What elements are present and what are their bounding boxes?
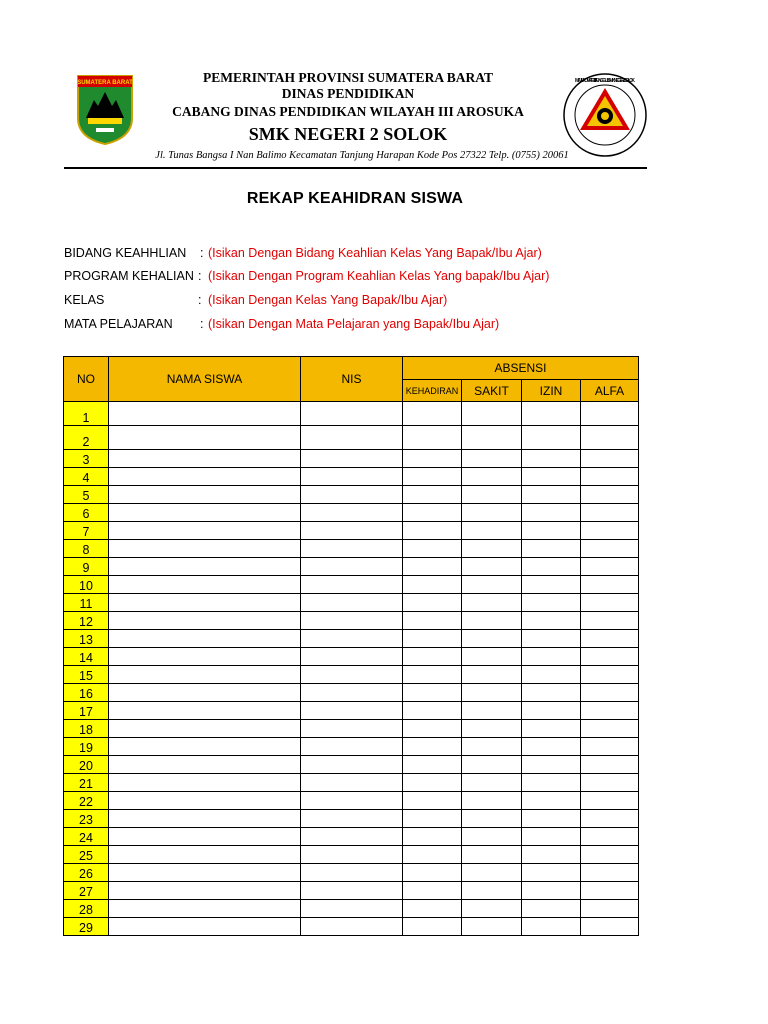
kehadiran-cell[interactable] xyxy=(403,450,462,468)
izin-cell[interactable] xyxy=(522,426,581,450)
izin-cell[interactable] xyxy=(522,918,581,936)
student-name-cell[interactable] xyxy=(109,630,301,648)
kehadiran-cell[interactable] xyxy=(403,828,462,846)
izin-cell[interactable] xyxy=(522,504,581,522)
student-name-cell[interactable] xyxy=(109,558,301,576)
sakit-cell[interactable] xyxy=(462,648,522,666)
alfa-cell[interactable] xyxy=(581,522,639,540)
alfa-cell[interactable] xyxy=(581,720,639,738)
alfa-cell[interactable] xyxy=(581,918,639,936)
alfa-cell[interactable] xyxy=(581,738,639,756)
alfa-cell[interactable] xyxy=(581,486,639,504)
attendance-table xyxy=(63,356,639,936)
field-value[interactable]: (Isikan Dengan Kelas Yang Bapak/Ibu Ajar) xyxy=(208,293,448,307)
table-row xyxy=(64,774,639,792)
sakit-cell[interactable] xyxy=(462,630,522,648)
provincial-crest-icon xyxy=(76,74,134,146)
row-number: 11 xyxy=(64,594,109,612)
izin-cell[interactable] xyxy=(522,522,581,540)
sakit-cell[interactable] xyxy=(462,684,522,702)
table-row xyxy=(64,504,639,522)
kehadiran-cell[interactable] xyxy=(403,540,462,558)
kehadiran-cell[interactable] xyxy=(403,882,462,900)
nis-cell[interactable] xyxy=(301,402,403,426)
nis-cell[interactable] xyxy=(301,594,403,612)
header-nis: NIS xyxy=(301,357,403,402)
izin-cell[interactable] xyxy=(522,738,581,756)
student-name-cell[interactable] xyxy=(109,864,301,882)
row-number: 1 xyxy=(64,402,109,426)
nis-cell[interactable] xyxy=(301,648,403,666)
kehadiran-cell[interactable] xyxy=(403,846,462,864)
sakit-cell[interactable] xyxy=(462,864,522,882)
student-name-cell[interactable] xyxy=(109,738,301,756)
field-label: PROGRAM KEHALIAN xyxy=(64,269,194,283)
department-name: DINAS PENDIDIKAN xyxy=(281,86,415,101)
kehadiran-cell[interactable] xyxy=(403,720,462,738)
sakit-cell[interactable] xyxy=(462,450,522,468)
row-number: 24 xyxy=(64,828,109,846)
student-name-cell[interactable] xyxy=(109,540,301,558)
student-name-cell[interactable] xyxy=(109,402,301,426)
kehadiran-cell[interactable] xyxy=(403,522,462,540)
row-number: 8 xyxy=(64,540,109,558)
alfa-cell[interactable] xyxy=(581,402,639,426)
alfa-cell[interactable] xyxy=(581,558,639,576)
alfa-cell[interactable] xyxy=(581,900,639,918)
row-number: 19 xyxy=(64,738,109,756)
kehadiran-cell[interactable] xyxy=(403,756,462,774)
field-colon: : xyxy=(200,317,204,331)
nis-cell[interactable] xyxy=(301,468,403,486)
nis-cell[interactable] xyxy=(301,900,403,918)
izin-cell[interactable] xyxy=(522,648,581,666)
row-number: 15 xyxy=(64,666,109,684)
sakit-cell[interactable] xyxy=(462,594,522,612)
alfa-cell[interactable] xyxy=(581,612,639,630)
kehadiran-cell[interactable] xyxy=(403,702,462,720)
nis-cell[interactable] xyxy=(301,612,403,630)
izin-cell[interactable] xyxy=(522,864,581,882)
sakit-cell[interactable] xyxy=(462,468,522,486)
kehadiran-cell[interactable] xyxy=(403,486,462,504)
table-row xyxy=(64,468,639,486)
alfa-cell[interactable] xyxy=(581,540,639,558)
table-row xyxy=(64,846,639,864)
branch-office-name: CABANG DINAS PENDIDIKAN WILAYAH III AROSUKA xyxy=(172,104,524,119)
student-name-cell[interactable] xyxy=(109,522,301,540)
table-row xyxy=(64,828,639,846)
alfa-cell[interactable] xyxy=(581,666,639,684)
izin-cell[interactable] xyxy=(522,810,581,828)
row-number: 12 xyxy=(64,612,109,630)
student-name-cell[interactable] xyxy=(109,756,301,774)
kehadiran-cell[interactable] xyxy=(403,558,462,576)
row-number: 2 xyxy=(64,426,109,450)
table-row xyxy=(64,648,639,666)
nis-cell[interactable] xyxy=(301,558,403,576)
row-number: 29 xyxy=(64,918,109,936)
student-name-cell[interactable] xyxy=(109,828,301,846)
kehadiran-cell[interactable] xyxy=(403,774,462,792)
nis-cell[interactable] xyxy=(301,486,403,504)
table-row xyxy=(64,402,639,426)
izin-cell[interactable] xyxy=(522,402,581,426)
nis-cell[interactable] xyxy=(301,576,403,594)
field-label: BIDANG KEAHHLIAN xyxy=(64,246,187,260)
alfa-cell[interactable] xyxy=(581,648,639,666)
nis-cell[interactable] xyxy=(301,792,403,810)
field-colon: : xyxy=(198,269,202,283)
alfa-cell[interactable] xyxy=(581,504,639,522)
student-name-cell[interactable] xyxy=(109,846,301,864)
izin-cell[interactable] xyxy=(522,720,581,738)
header-alfa: ALFA xyxy=(581,380,639,402)
izin-cell[interactable] xyxy=(522,630,581,648)
izin-cell[interactable] xyxy=(522,828,581,846)
row-number: 28 xyxy=(64,900,109,918)
row-number: 13 xyxy=(64,630,109,648)
sakit-cell[interactable] xyxy=(462,720,522,738)
row-number: 4 xyxy=(64,468,109,486)
svg-text:MAJU · KOMPETITIF · UNGGUL · S: MAJU · KOMPETITIF · UNGGUL · SMK NEGERI 2 SOLOK xyxy=(575,78,635,84)
table-row xyxy=(64,756,639,774)
nis-cell[interactable] xyxy=(301,504,403,522)
kehadiran-cell[interactable] xyxy=(403,504,462,522)
student-name-cell[interactable] xyxy=(109,702,301,720)
nis-cell[interactable] xyxy=(301,540,403,558)
row-number: 16 xyxy=(64,684,109,702)
student-name-cell[interactable] xyxy=(109,882,301,900)
alfa-cell[interactable] xyxy=(581,774,639,792)
field-value[interactable]: (Isikan Dengan Program Keahlian Kelas Yang bapak/Ibu Ajar) xyxy=(208,269,550,283)
table-row xyxy=(64,810,639,828)
row-number: 22 xyxy=(64,792,109,810)
letterhead-divider xyxy=(64,167,647,169)
table-row xyxy=(64,720,639,738)
student-name-cell[interactable] xyxy=(109,666,301,684)
student-name-cell[interactable] xyxy=(109,450,301,468)
row-number: 9 xyxy=(64,558,109,576)
sakit-cell[interactable] xyxy=(462,402,522,426)
table-row xyxy=(64,426,639,450)
izin-cell[interactable] xyxy=(522,792,581,810)
kehadiran-cell[interactable] xyxy=(403,402,462,426)
alfa-cell[interactable] xyxy=(581,792,639,810)
header-kehadiran: KEHADIRAN xyxy=(403,380,462,402)
kehadiran-cell[interactable] xyxy=(403,810,462,828)
kehadiran-cell[interactable] xyxy=(403,684,462,702)
izin-cell[interactable] xyxy=(522,558,581,576)
kehadiran-cell[interactable] xyxy=(403,864,462,882)
header-izin: IZIN xyxy=(522,380,581,402)
sakit-cell[interactable] xyxy=(462,774,522,792)
student-name-cell[interactable] xyxy=(109,684,301,702)
sakit-cell[interactable] xyxy=(462,846,522,864)
row-number: 20 xyxy=(64,756,109,774)
student-name-cell[interactable] xyxy=(109,720,301,738)
nis-cell[interactable] xyxy=(301,738,403,756)
alfa-cell[interactable] xyxy=(581,426,639,450)
sakit-cell[interactable] xyxy=(462,900,522,918)
header-absensi: ABSENSI xyxy=(403,357,639,380)
school-emblem-icon xyxy=(562,72,648,158)
field-label: KELAS xyxy=(64,293,105,307)
sakit-cell[interactable] xyxy=(462,540,522,558)
izin-cell[interactable] xyxy=(522,900,581,918)
kehadiran-cell[interactable] xyxy=(403,594,462,612)
sakit-cell[interactable] xyxy=(462,486,522,504)
kehadiran-cell[interactable] xyxy=(403,630,462,648)
alfa-cell[interactable] xyxy=(581,450,639,468)
izin-cell[interactable] xyxy=(522,774,581,792)
table-row xyxy=(64,540,639,558)
table-row xyxy=(64,900,639,918)
alfa-cell[interactable] xyxy=(581,846,639,864)
table-row xyxy=(64,666,639,684)
sakit-cell[interactable] xyxy=(462,882,522,900)
sakit-cell[interactable] xyxy=(462,702,522,720)
row-number: 10 xyxy=(64,576,109,594)
nis-cell[interactable] xyxy=(301,810,403,828)
student-name-cell[interactable] xyxy=(109,504,301,522)
student-name-cell[interactable] xyxy=(109,576,301,594)
sakit-cell[interactable] xyxy=(462,612,522,630)
row-number: 3 xyxy=(64,450,109,468)
sakit-cell[interactable] xyxy=(462,558,522,576)
nis-cell[interactable] xyxy=(301,666,403,684)
field-label: MATA PELAJARAN xyxy=(64,317,173,331)
table-row xyxy=(64,630,639,648)
nis-cell[interactable] xyxy=(301,774,403,792)
student-name-cell[interactable] xyxy=(109,612,301,630)
field-value[interactable]: (Isikan Dengan Mata Pelajaran yang Bapak/Ibu Ajar) xyxy=(208,317,500,331)
nis-cell[interactable] xyxy=(301,720,403,738)
nis-cell[interactable] xyxy=(301,450,403,468)
sakit-cell[interactable] xyxy=(462,576,522,594)
kehadiran-cell[interactable] xyxy=(403,612,462,630)
table-row xyxy=(64,864,639,882)
kehadiran-cell[interactable] xyxy=(403,666,462,684)
kehadiran-cell[interactable] xyxy=(403,792,462,810)
field-value[interactable]: (Isikan Dengan Bidang Keahlian Kelas Yang Bapak/Ibu Ajar) xyxy=(208,246,542,260)
kehadiran-cell[interactable] xyxy=(403,426,462,450)
table-row xyxy=(64,522,639,540)
table-row xyxy=(64,792,639,810)
kehadiran-cell[interactable] xyxy=(403,648,462,666)
izin-cell[interactable] xyxy=(522,882,581,900)
alfa-cell[interactable] xyxy=(581,576,639,594)
student-name-cell[interactable] xyxy=(109,486,301,504)
school-address: Jl. Tunas Bangsa I Nan Balimo Kecamatan Tanjung Harapan Kode Pos 27322 Telp. (0755) 20061 xyxy=(155,150,569,161)
header-no: NO xyxy=(64,357,109,402)
student-name-cell[interactable] xyxy=(109,426,301,450)
alfa-cell[interactable] xyxy=(581,594,639,612)
izin-cell[interactable] xyxy=(522,540,581,558)
alfa-cell[interactable] xyxy=(581,630,639,648)
alfa-cell[interactable] xyxy=(581,684,639,702)
row-number: 7 xyxy=(64,522,109,540)
table-row xyxy=(64,576,639,594)
nis-cell[interactable] xyxy=(301,630,403,648)
student-name-cell[interactable] xyxy=(109,810,301,828)
student-name-cell[interactable] xyxy=(109,648,301,666)
alfa-cell[interactable] xyxy=(581,882,639,900)
table-row xyxy=(64,558,639,576)
header-sakit: SAKIT xyxy=(462,380,522,402)
alfa-cell[interactable] xyxy=(581,702,639,720)
table-row xyxy=(64,684,639,702)
izin-cell[interactable] xyxy=(522,756,581,774)
student-name-cell[interactable] xyxy=(109,918,301,936)
izin-cell[interactable] xyxy=(522,666,581,684)
sakit-cell[interactable] xyxy=(462,426,522,450)
row-number: 17 xyxy=(64,702,109,720)
row-number: 23 xyxy=(64,810,109,828)
row-number: 27 xyxy=(64,882,109,900)
sakit-cell[interactable] xyxy=(462,738,522,756)
row-number: 14 xyxy=(64,648,109,666)
nis-cell[interactable] xyxy=(301,522,403,540)
table-row xyxy=(64,486,639,504)
nis-cell[interactable] xyxy=(301,918,403,936)
row-number: 25 xyxy=(64,846,109,864)
table-row xyxy=(64,594,639,612)
student-name-cell[interactable] xyxy=(109,900,301,918)
alfa-cell[interactable] xyxy=(581,756,639,774)
header-nama-siswa: NAMA SISWA xyxy=(109,357,301,402)
izin-cell[interactable] xyxy=(522,702,581,720)
sakit-cell[interactable] xyxy=(462,792,522,810)
attendance-rows xyxy=(64,402,639,936)
table-row xyxy=(64,738,639,756)
row-number: 5 xyxy=(64,486,109,504)
sakit-cell[interactable] xyxy=(462,666,522,684)
alfa-cell[interactable] xyxy=(581,864,639,882)
sakit-cell[interactable] xyxy=(462,504,522,522)
nis-cell[interactable] xyxy=(301,828,403,846)
nis-cell[interactable] xyxy=(301,864,403,882)
table-row xyxy=(64,918,639,936)
student-name-cell[interactable] xyxy=(109,774,301,792)
nis-cell[interactable] xyxy=(301,702,403,720)
nis-cell[interactable] xyxy=(301,426,403,450)
izin-cell[interactable] xyxy=(522,846,581,864)
izin-cell[interactable] xyxy=(522,684,581,702)
sakit-cell[interactable] xyxy=(462,918,522,936)
sakit-cell[interactable] xyxy=(462,828,522,846)
izin-cell[interactable] xyxy=(522,576,581,594)
page-title: REKAP KEAHIDRAN SISWA xyxy=(246,190,464,207)
attendance-table-wrapper xyxy=(63,356,639,936)
nis-cell[interactable] xyxy=(301,684,403,702)
kehadiran-cell[interactable] xyxy=(403,738,462,756)
government-name: PEMERINTAH PROVINSI SUMATERA BARAT xyxy=(203,70,493,85)
table-row xyxy=(64,702,639,720)
sakit-cell[interactable] xyxy=(462,522,522,540)
row-number: 26 xyxy=(64,864,109,882)
row-number: 21 xyxy=(64,774,109,792)
izin-cell[interactable] xyxy=(522,450,581,468)
kehadiran-cell[interactable] xyxy=(403,576,462,594)
table-row xyxy=(64,882,639,900)
sakit-cell[interactable] xyxy=(462,756,522,774)
field-colon: : xyxy=(198,293,202,307)
nis-cell[interactable] xyxy=(301,846,403,864)
student-name-cell[interactable] xyxy=(109,468,301,486)
row-number: 6 xyxy=(64,504,109,522)
izin-cell[interactable] xyxy=(522,594,581,612)
sakit-cell[interactable] xyxy=(462,810,522,828)
table-row xyxy=(64,612,639,630)
nis-cell[interactable] xyxy=(301,882,403,900)
field-colon: : xyxy=(200,246,204,260)
izin-cell[interactable] xyxy=(522,468,581,486)
svg-text:SUMATERA BARAT: SUMATERA BARAT xyxy=(77,80,133,86)
nis-cell[interactable] xyxy=(301,756,403,774)
kehadiran-cell[interactable] xyxy=(403,900,462,918)
kehadiran-cell[interactable] xyxy=(403,468,462,486)
izin-cell[interactable] xyxy=(522,612,581,630)
row-number: 18 xyxy=(64,720,109,738)
alfa-cell[interactable] xyxy=(581,468,639,486)
school-name: SMK NEGERI 2 SOLOK xyxy=(248,124,448,144)
student-name-cell[interactable] xyxy=(109,792,301,810)
student-name-cell[interactable] xyxy=(109,594,301,612)
izin-cell[interactable] xyxy=(522,486,581,504)
alfa-cell[interactable] xyxy=(581,828,639,846)
alfa-cell[interactable] xyxy=(581,810,639,828)
kehadiran-cell[interactable] xyxy=(403,918,462,936)
table-row xyxy=(64,450,639,468)
